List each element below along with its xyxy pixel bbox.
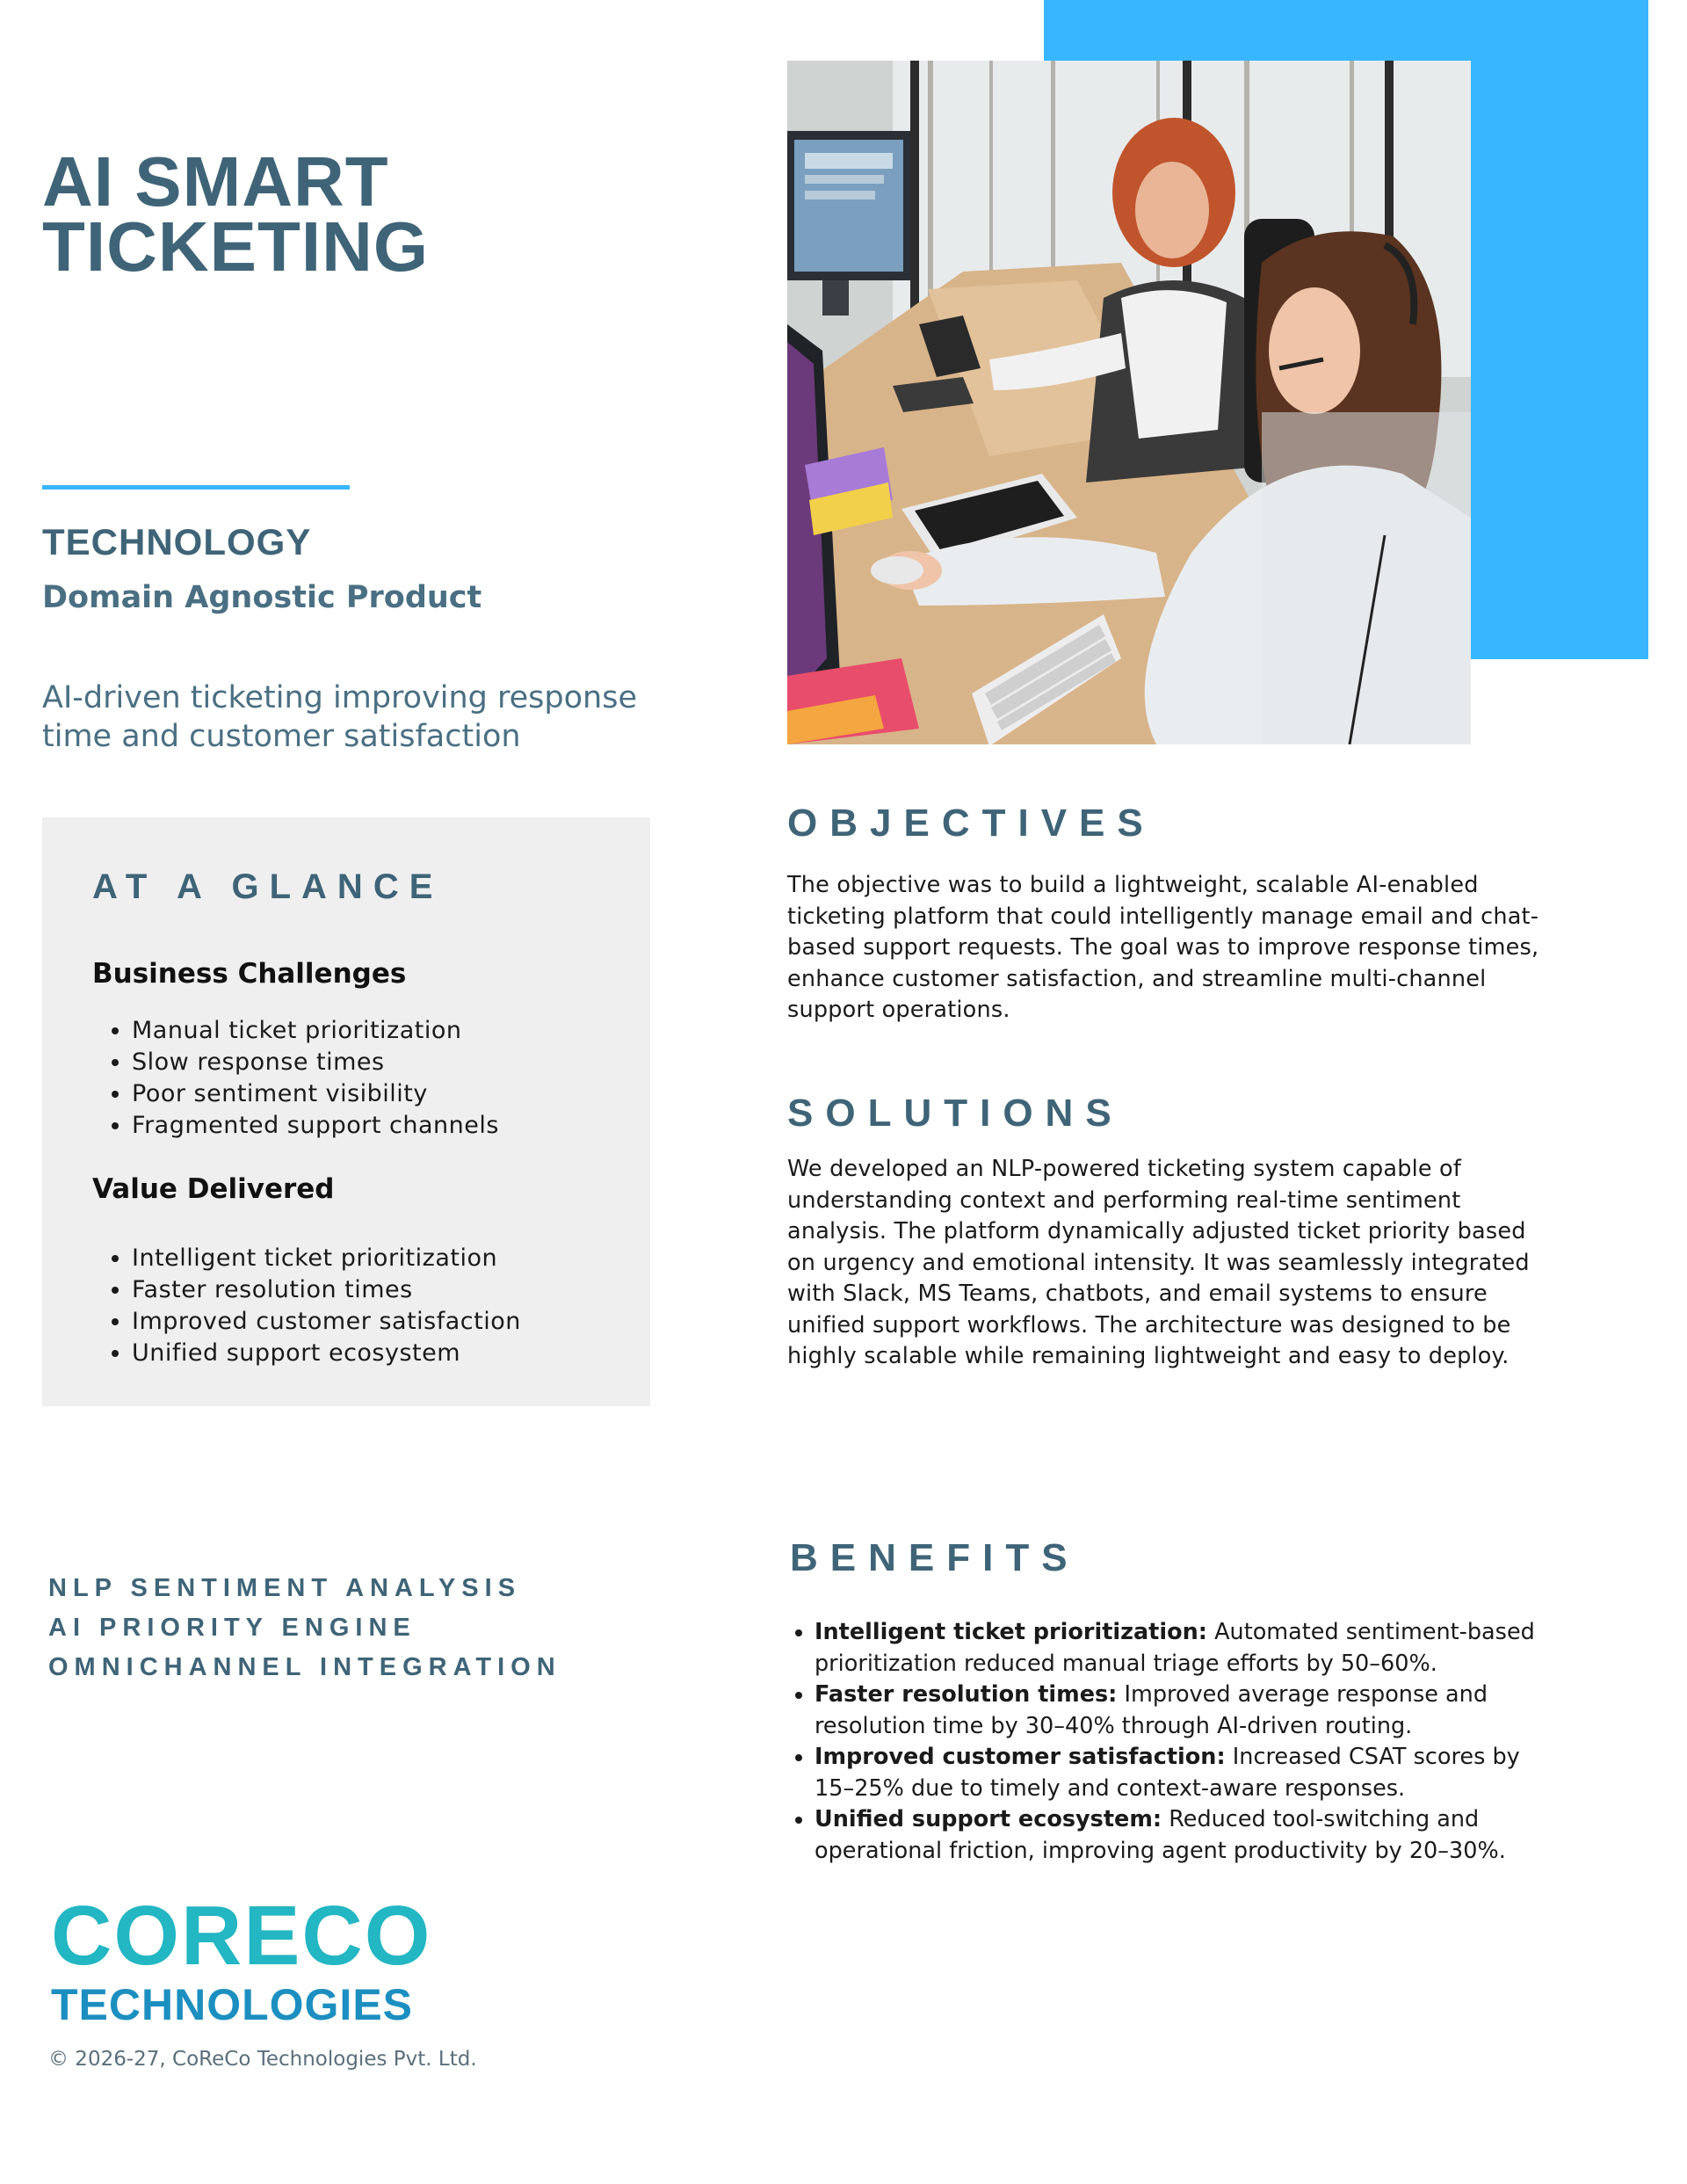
- benefit-item: [815, 1804, 1553, 1867]
- page-title-line-1: AI SMART: [42, 142, 389, 221]
- value-delivered-list: [92, 1243, 521, 1369]
- solutions-text: We developed an NLP-powered ticketing system capable of understanding context and performing real-time sentiment analysis. The platform dynamically adjusted ticket priority based on urgency and emotional intensity. It was seamlessly integrated with Slack, MS Teams, chatbots, and email systems to ensure unified support workflows. The architecture was designed to be highly scalable while remaining lightweight and easy to deploy.: [787, 1156, 1530, 1369]
- keyword-item: AI PRIORITY ENGINE: [48, 1614, 416, 1642]
- solutions-heading: SOLUTIONS: [787, 1092, 1124, 1135]
- benefits-list: [790, 1617, 1553, 1867]
- list-item: • Fragmented support channels: [132, 1110, 499, 1142]
- benefit-text: Reduced tool-switching and operational friction, improving agent productivity by 20–30%.: [815, 1806, 1506, 1864]
- list-item: • Slow response times: [132, 1047, 499, 1078]
- benefit-text: Increased CSAT scores by 15–25% due to timely and context-aware responses.: [815, 1744, 1520, 1802]
- benefit-label: Faster resolution times:: [815, 1681, 1118, 1708]
- keyword-item: NLP SENTIMENT ANALYSIS: [48, 1574, 522, 1602]
- industry-label: TECHNOLOGY: [42, 521, 312, 562]
- keyword-item: OMNICHANNEL INTEGRATION: [48, 1653, 561, 1681]
- objectives-text: The objective was to build a lightweight, scalable AI-enabled ticketing platform that could intelligently manage email and chat-based support requests. The goal was to improve response times, enhance customer satisfaction, and streamline multi-channel support operations.: [787, 872, 1539, 1023]
- at-a-glance-heading: AT A GLANCE: [92, 867, 444, 906]
- logo-subtitle: TECHNOLOGIES: [51, 1980, 414, 2029]
- benefit-text: Improved average response and resolution time by 30–40% through AI-driven routing.: [815, 1681, 1488, 1739]
- product-label: Domain Agnostic Product: [42, 580, 482, 615]
- copyright-notice: © 2026-27, CoReCo Technologies Pvt. Ltd.: [48, 2048, 477, 2071]
- page-title: [42, 142, 657, 286]
- value-delivered-heading: Value Delivered: [92, 1173, 335, 1205]
- benefit-item: [815, 1742, 1553, 1804]
- benefit-label: Unified support ecosystem:: [815, 1806, 1162, 1832]
- objectives-heading: OBJECTIVES: [787, 802, 1155, 845]
- business-challenges-heading: Business Challenges: [92, 958, 407, 990]
- title-divider: [42, 485, 350, 490]
- list-item: • Poor sentiment visibility: [132, 1078, 499, 1110]
- benefit-label: Intelligent ticket prioritization:: [815, 1619, 1207, 1645]
- benefits-heading: BENEFITS: [790, 1536, 1080, 1579]
- tagline: AI-driven ticketing improving response time and customer satisfaction: [42, 680, 637, 754]
- benefit-text: Automated sentiment-based prioritization reduced manual triage efforts by 50–60%.: [815, 1619, 1535, 1677]
- list-item: • Intelligent ticket prioritization: [132, 1243, 521, 1274]
- benefit-label: Improved customer satisfaction:: [815, 1744, 1226, 1770]
- benefit-item: [815, 1680, 1553, 1742]
- business-challenges-list: [92, 1015, 499, 1142]
- list-item: • Faster resolution times: [132, 1274, 521, 1306]
- at-a-glance-panel: [42, 817, 650, 1406]
- logo-wordmark: CORECO: [51, 1889, 432, 1983]
- benefit-item: [815, 1617, 1553, 1680]
- page-title-line-2: TICKETING: [42, 207, 430, 286]
- keyword-list: [48, 1569, 561, 1687]
- support-agents-photo: [787, 61, 1471, 744]
- list-item: • Unified support ecosystem: [132, 1338, 521, 1369]
- list-item: • Improved customer satisfaction: [132, 1306, 521, 1338]
- company-logo: [51, 1889, 464, 2029]
- list-item: • Manual ticket prioritization: [132, 1015, 499, 1047]
